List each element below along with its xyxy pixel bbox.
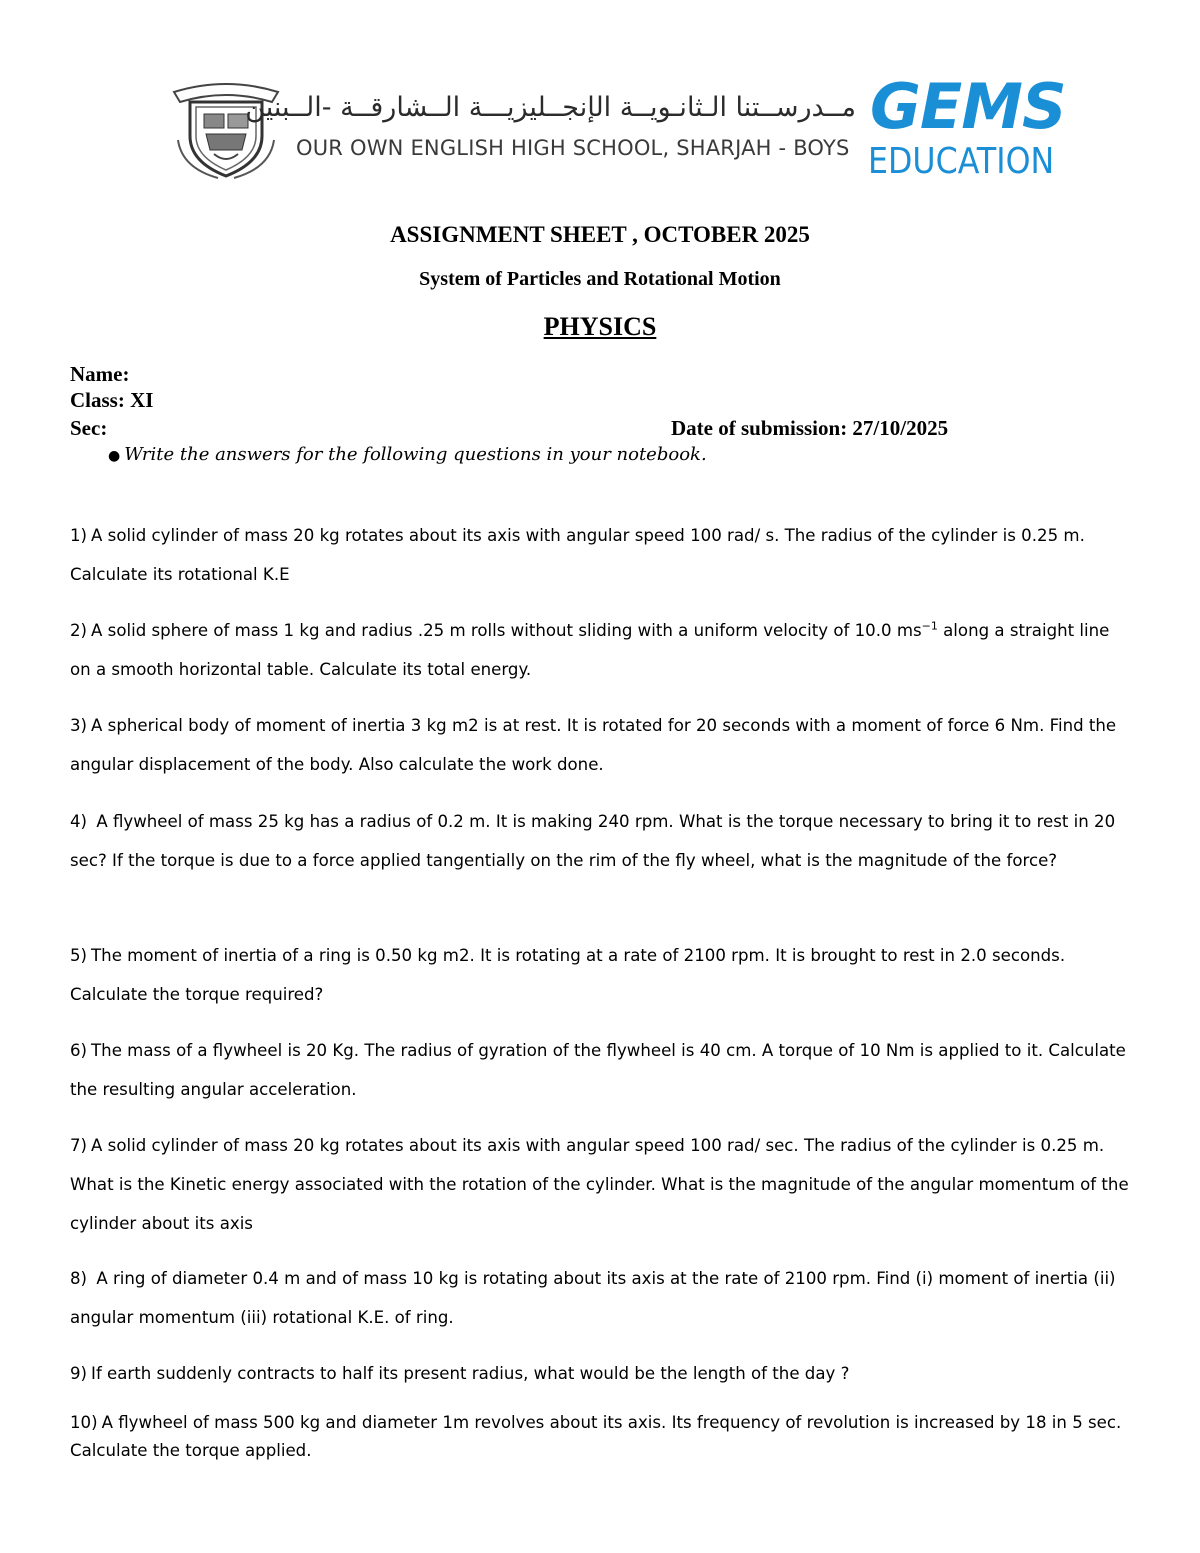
question-number: 8) xyxy=(70,1269,88,1288)
question-number: 1) xyxy=(70,526,88,545)
assignment-title: ASSIGNMENT SHEET , OCTOBER 2025 xyxy=(390,222,810,247)
question-number: 9) xyxy=(70,1364,88,1383)
question-text: along a straight line on a smooth horizontal table. Calculate its total energy. xyxy=(70,621,1110,679)
question-item xyxy=(70,1259,1132,1337)
question-number: 3) xyxy=(70,716,88,735)
question-text: The moment of inertia of a ring is 0.50 kg m2. It is rotating at a rate of 2100 rpm. It is brought to rest in 2.0 seconds. Calculate the torque required? xyxy=(70,946,1066,1004)
sec-field-label: Sec: xyxy=(70,416,108,440)
question-item xyxy=(70,1354,1132,1393)
question-item xyxy=(70,802,1132,880)
question-item xyxy=(70,611,1132,689)
submission-date: Date of submission: 27/10/2025 xyxy=(671,416,949,440)
question-text: The mass of a flywheel is 20 Kg. The radius of gyration of the flywheel is 40 cm. A torque of 10 Nm is applied to it. Calculate the resulting angular acceleration. xyxy=(70,1041,1126,1099)
superscript: −1 xyxy=(921,619,938,633)
school-name-english: OUR OWN ENGLISH HIGH SCHOOL, SHARJAH - BOYS xyxy=(296,136,850,160)
question-item xyxy=(70,706,1132,784)
question-text: A spherical body of moment of inertia 3 kg m2 is at rest. It is rotated for 20 seconds with a moment of force 6 Nm. Find the angular displacement of the body. Also calculate the work done. xyxy=(70,716,1117,774)
question-text: A solid sphere of mass 1 kg and radius .25 m rolls without sliding with a uniform velocity of 10.0 ms xyxy=(91,621,922,640)
topic-subtitle: System of Particles and Rotational Motion xyxy=(419,268,781,290)
school-name-arabic: مــدرســتنا الـثانـويــة الإنجــليزيـــة الــشارقــة -الــبنين xyxy=(245,92,856,123)
question-number: 6) xyxy=(70,1041,88,1060)
question-item xyxy=(70,1126,1132,1243)
bullet-icon: ● xyxy=(108,448,121,464)
question-item xyxy=(70,936,1132,1014)
question-item xyxy=(70,516,1132,594)
instruction-bullet xyxy=(108,444,707,465)
question-text: A flywheel of mass 500 kg and diameter 1m revolves about its axis. Its frequency of revolution is increased by 18 in 5 sec. Calculate the torque applied. xyxy=(70,1413,1122,1460)
name-field-label: Name: xyxy=(70,362,130,386)
class-field-label: Class: XI xyxy=(70,388,154,412)
question-text: A solid cylinder of mass 20 kg rotates about its axis with angular speed 100 rad/ sec. The radius of the cylinder is 0.25 m. What is the Kinetic energy associated with the rotation of the cylinder. What is the magnitude of the angular momentum of the cylinder about its axis xyxy=(70,1136,1129,1233)
question-text: A flywheel of mass 25 kg has a radius of 0.2 m. It is making 240 rpm. What is the torque necessary to bring it to rest in 20 sec? If the torque is due to a force applied tangentially on the rim of the fly wheel, what is the magnitude of the force? xyxy=(70,812,1116,870)
question-number: 4) xyxy=(70,812,88,831)
question-text: A ring of diameter 0.4 m and of mass 10 kg is rotating about its axis at the rate of 2100 rpm. Find (i) moment of inertia (ii) angular momentum (iii) rotational K.E. of ring. xyxy=(70,1269,1116,1327)
education-logo-text: EDUCATION xyxy=(868,141,1055,182)
question-item xyxy=(70,1031,1132,1109)
instruction-text: Write the answers for the following questions in your notebook. xyxy=(124,444,707,465)
question-text: If earth suddenly contracts to half its present radius, what would be the length of the day ? xyxy=(91,1364,850,1383)
question-number: 10) xyxy=(70,1413,98,1432)
question-number: 2) xyxy=(70,621,88,640)
question-number: 7) xyxy=(70,1136,88,1155)
question-item xyxy=(70,1409,1132,1465)
question-number: 5) xyxy=(70,946,88,965)
gems-logo-text: GEMS xyxy=(870,70,1066,143)
subject-heading: PHYSICS xyxy=(543,312,657,341)
question-text: A solid cylinder of mass 20 kg rotates about its axis with angular speed 100 rad/ s. The radius of the cylinder is 0.25 m. Calculate its rotational K.E xyxy=(70,526,1085,584)
